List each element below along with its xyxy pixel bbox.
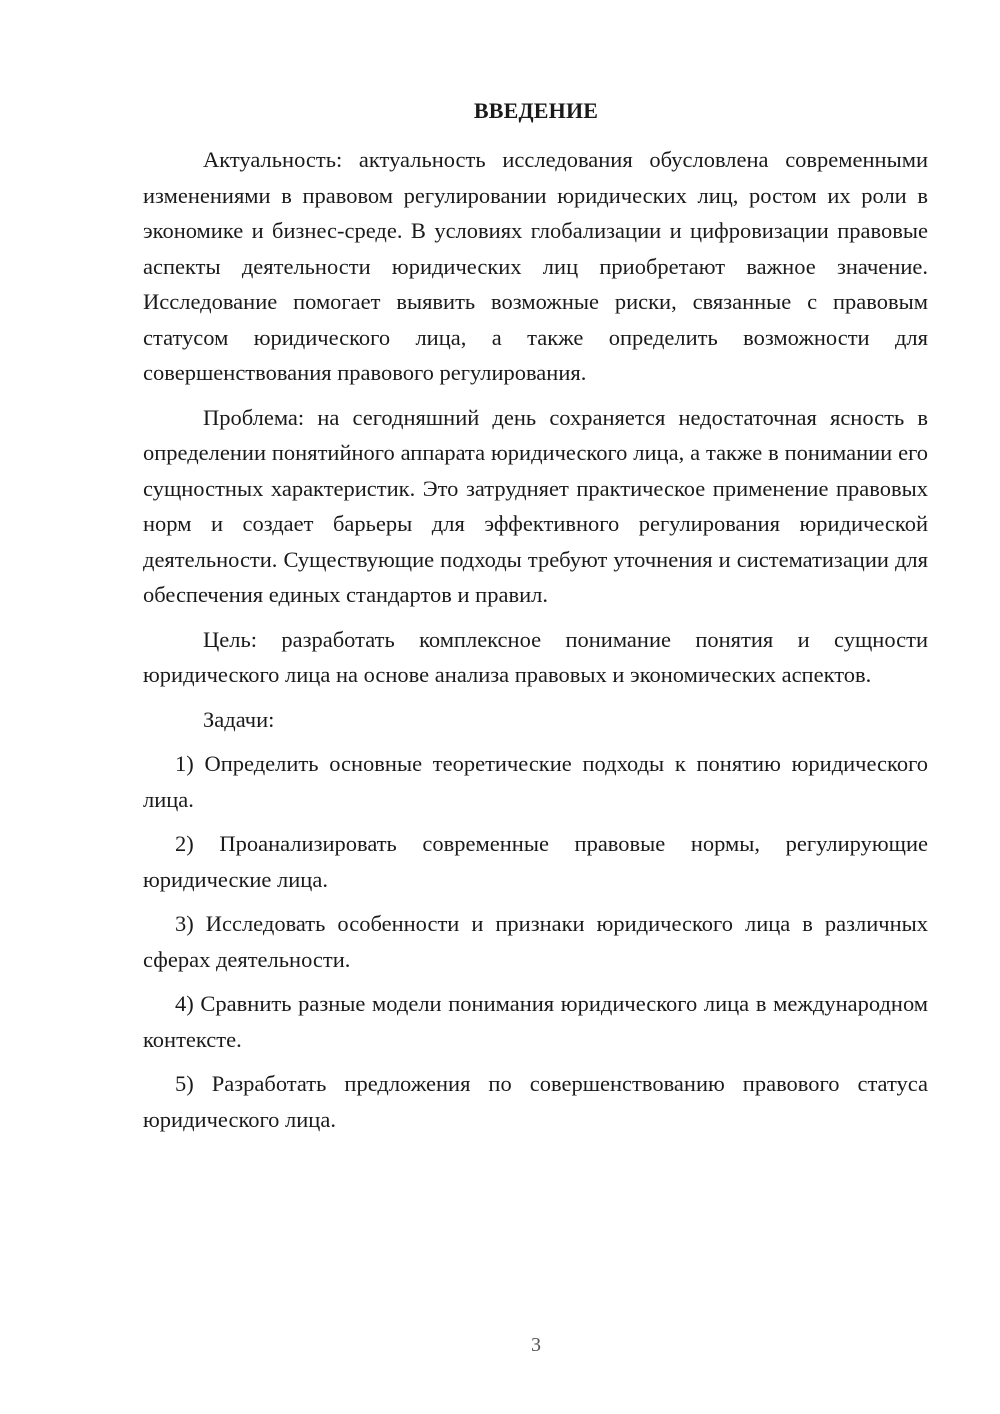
- tasks-heading: Задачи:: [203, 706, 275, 732]
- list-item: 4) Сравнить разные модели понимания юридического лица в международном контексте.: [143, 991, 928, 1052]
- document-body: [143, 142, 928, 1137]
- page-number: 3: [531, 1334, 541, 1356]
- section-title: ВВЕДЕНИЕ: [473, 98, 599, 123]
- paragraph-relevance: Актуальность: актуальность исследования обусловлена современными изменениями в правовом регулировании юридических лиц, ростом их роли в экономике и бизнес-среде. В условиях глобализации и цифровизации правовые аспекты деятельности юридических лиц приобретают важное значение. Исследование помогает выявить возможные риски, связанные с правовым статусом юридического лица, а также определить возможности для совершенствования правового регулирования.: [143, 147, 928, 385]
- paragraph-goal: Цель: разработать комплексное понимание понятия и сущности юридического лица на основе анализа правовых и экономических аспектов.: [143, 626, 928, 687]
- list-item: 5) Разработать предложения по совершенствованию правового статуса юридического лица.: [143, 1071, 928, 1132]
- list-item: 3) Исследовать особенности и признаки юридического лица в различных сферах деятельности.: [143, 911, 928, 972]
- list-item: 2) Проанализировать современные правовые нормы, регулирующие юридические лица.: [143, 831, 928, 892]
- tasks-list: [143, 746, 928, 1137]
- list-item: 1) Определить основные теоретические подходы к понятию юридического лица.: [143, 751, 928, 812]
- paragraph-problem: Проблема: на сегодняшний день сохраняется недостаточная ясность в определении понятийного аппарата юридического лица, а также в понимании его сущностных характеристик. Это затрудняет практическое применение правовых норм и создает барьеры для эффективного регулирования юридической деятельности. Существующие подходы требуют уточнения и систематизации для обеспечения единых стандартов и правил.: [143, 404, 928, 607]
